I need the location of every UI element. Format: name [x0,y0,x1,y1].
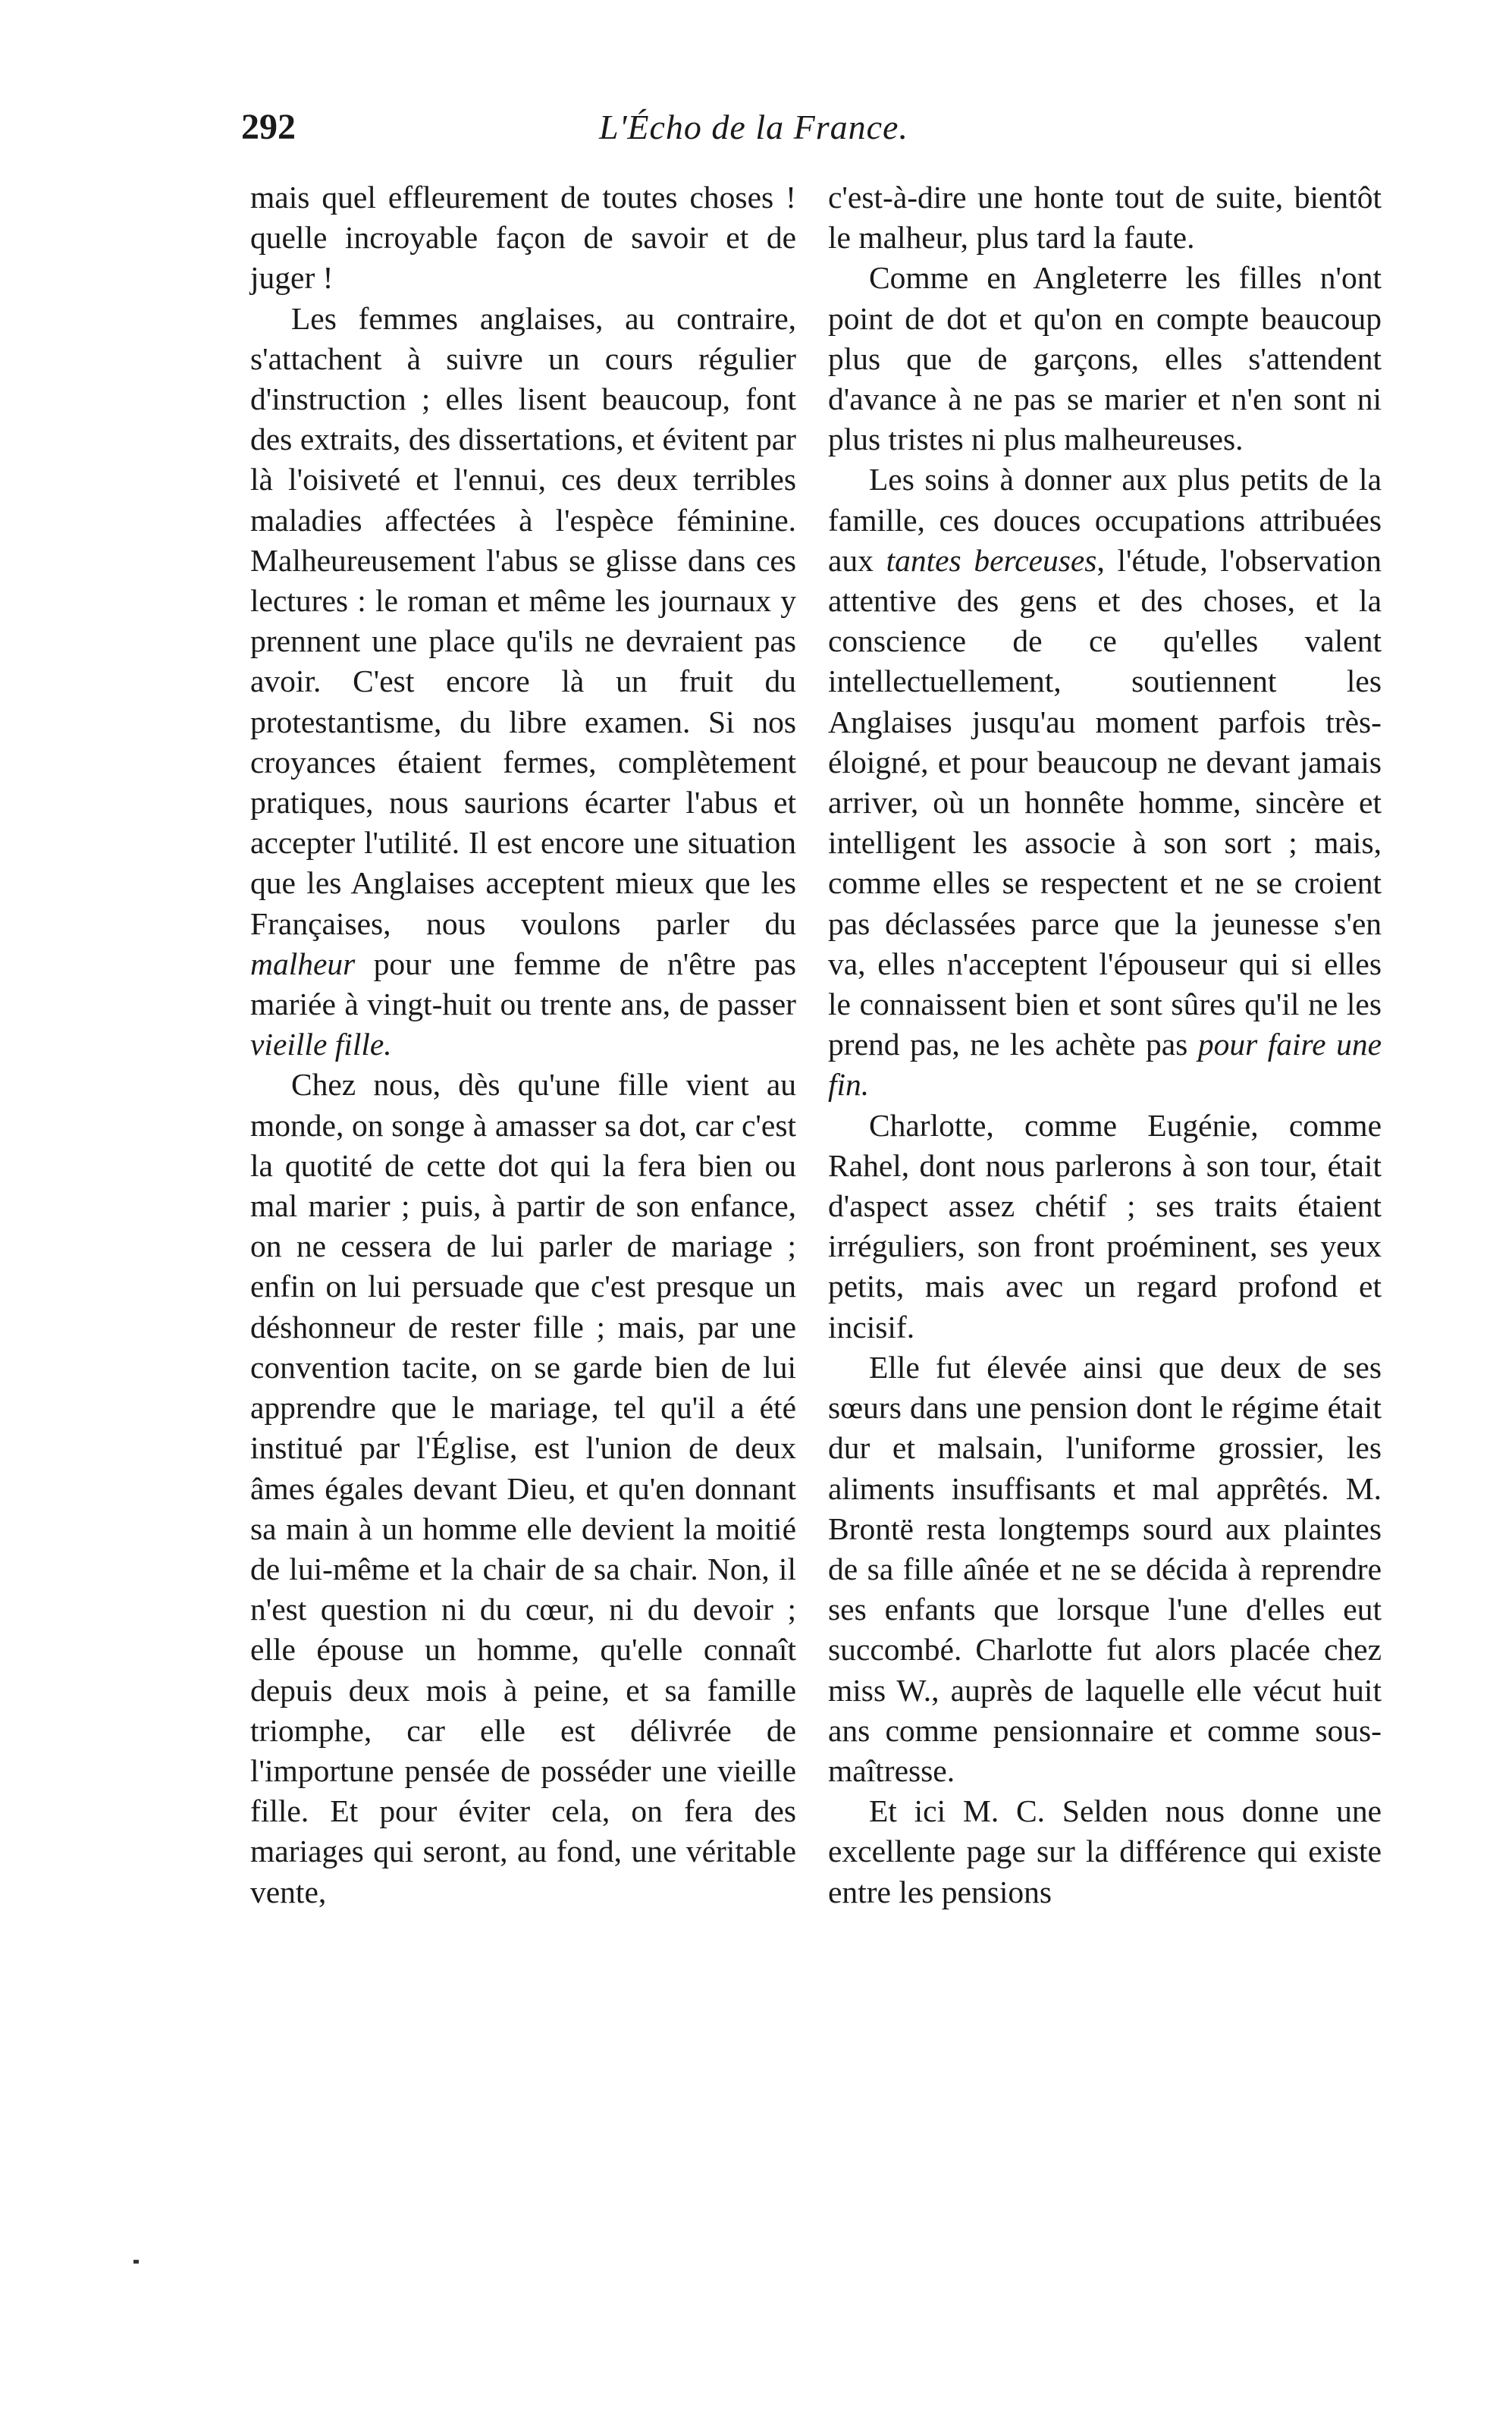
paragraph: Chez nous, dès qu'une fille vient au monde, on songe à amasser sa dot, car c'est la quotité de cette dot qui la fera bien ou mal marier ; puis, à partir de son enfance, on ne cessera de lui parler de mariage ; enfin on lui persuade que c'est presque un déshonneur de rester fille ; mais, par une convention tacite, on se garde bien de lui apprendre que le mariage, tel qu'il a été institué par l'Église, est l'union de deux âmes égales devant Dieu, et qu'en donnant sa main à un homme elle devient la moitié de lui-même et la chair de sa chair. Non, il n'est question ni du cœur, ni du devoir ; elle épouse un homme, qu'elle connaît depuis deux mois à peine, et sa famille triomphe, car elle est délivrée de l'importune pensée de posséder une vieille fille. Et pour éviter cela, on fera des mariages qui seront, au fond, une véritable vente, [250,1067,796,1909]
page-number: 292 [241,107,296,147]
paragraph: Charlotte, comme Eugénie, comme Rahel, dont nous parlerons à son tour, était d'aspect assez chétif ; ses traits étaient irréguliers, son front proéminent, ses yeux petits, mais avec un regard profond et incisif. [828,1107,1382,1344]
paragraph [250,299,796,1065]
italic-text: tantes berceuses [886,542,1097,578]
paragraph [828,460,1382,1105]
paragraph-text: Les femmes anglaises, au contraire, s'attachent à suivre un cours régulier d'instruction ; elles lisent beaucoup, font des extraits, des dissertations, et évitent par là l'oisiveté et l'ennui, ces deux terribles maladies affectées à l'espèce féminine. Malheureusement l'abus se glisse dans ces lectures : le roman et même les journaux y prennent une place qu'ils ne devraient pas avoir. C'est encore là un fruit du protestantisme, du libre examen. Si nos croyances étaient fermes, complètement pratiques, nous saurions écarter l'abus et accepter l'utilité. Il est encore une situation que les Anglaises acceptent mieux que les Françaises, nous voulons parler du [250,300,796,941]
paragraph-text: Les soins à donner aux plus petits de la famille, ces douces occupations attribuées aux [828,462,1382,578]
paragraph-text: pour une femme de n'être pas mariée à vingt-huit ou trente ans, de passer [250,946,796,1022]
paragraph: Comme en Angleterre les filles n'ont point de dot et qu'on en compte beaucoup plus que de garçons, elles s'attendent d'avance à ne pas se marier et n'en sont ni plus tristes ni plus malheureuses. [828,260,1382,457]
paragraph: c'est-à-dire une honte tout de suite, bientôt le malheur, plus tard la faute. [828,180,1382,256]
italic-text: pour faire une fin. [828,1027,1382,1103]
left-column [250,177,796,1912]
right-column [828,177,1382,1912]
italic-text: malheur [250,946,356,981]
running-title: L'Écho de la France. [599,108,908,146]
italic-text: vieille fille. [250,1027,392,1062]
paragraph-text: , l'étude, l'observation attentive des gens et des choses, et la conscience de ce qu'elles valent intellectuellement, soutiennent les Anglaises jusqu'au moment parfois très-éloigné, et pour beaucoup ne devant jamais arriver, où un honnête homme, sincère et intelligent les associe à son sort ; mais, comme elles se respectent et ne se croient pas déclassées parce que la jeunesse s'en va, elles n'acceptent l'épouseur qui si elles le connaissent bien et sont sûres qu'il ne les prend pas, ne les achète pas [828,542,1382,1062]
paragraph: mais quel effleurement de toutes choses ! quelle incroyable façon de savoir et de juger ! [250,180,796,296]
ink-speck [133,2260,139,2264]
paragraph: Et ici M. C. Selden nous donne une excellente page sur la différence qui existe entre les pensions [828,1793,1382,1909]
paragraph: Elle fut élevée ainsi que deux de ses sœurs dans une pension dont le régime était dur et malsain, l'uniforme grossier, les aliments insuffisants et mal apprêtés. M. Brontë resta longtemps sourd aux plaintes de sa fille aînée et ne se décida à reprendre ses enfants que lorsque l'une d'elles eut succombé. Charlotte fut alors placée chez miss W., auprès de laquelle elle vécut huit ans comme pensionnaire et comme sous-maîtresse. [828,1349,1382,1788]
